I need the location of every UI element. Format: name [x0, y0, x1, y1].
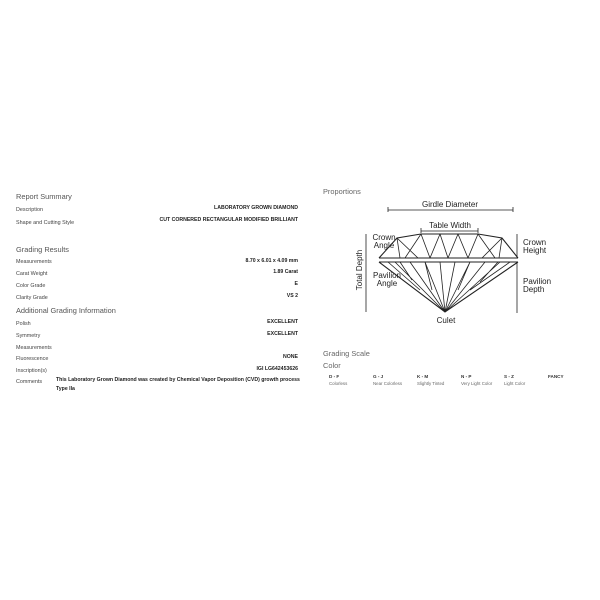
comments-label: Comments	[16, 379, 43, 385]
carat-weight-value: 1.89 Carat	[273, 269, 298, 275]
additional-grading-title: Additional Grading Information	[16, 306, 116, 315]
crown-facets	[397, 234, 502, 258]
pavilion-angle-label-line1: Pavilion	[372, 271, 402, 280]
measurements-value: 8.70 x 6.01 x 4.09 mm	[245, 258, 298, 264]
fluorescence-value: NONE	[283, 354, 298, 360]
pavilion-depth-label-line1: Pavilion	[523, 277, 552, 286]
grade-n-p	[461, 374, 493, 388]
clarity-grade-value: VS 2	[286, 293, 298, 299]
diamond-proportions-diagram	[350, 196, 560, 330]
girdle-diameter-label: Girdle Diameter	[421, 200, 479, 209]
color-scale-label: Color	[323, 361, 341, 370]
color-grade-label: Color Grade	[16, 283, 46, 289]
inscription-label: Inscription(s)	[16, 368, 47, 374]
crown-height-label-line2: Height	[523, 246, 547, 255]
grade-desc: Near Colorless	[373, 381, 403, 386]
crown-angle-label-line1: Crown	[372, 233, 396, 242]
fluorescence-label: Fluorescence	[16, 356, 49, 362]
grade-code: G - J	[373, 374, 384, 379]
clarity-grade-label: Clarity Grade	[16, 295, 48, 301]
pavilion-depth-label-line2: Depth	[523, 285, 545, 294]
grade-k-m	[417, 374, 457, 388]
grade-code: K - M	[417, 374, 429, 379]
comments-value: This Laboratory Grown Diamond was created by Chemical Vapor Deposition (CVD) growth process Type IIa	[56, 377, 300, 392]
proportions-title: Proportions	[323, 187, 361, 196]
polish-value: EXCELLENT	[267, 319, 298, 325]
grade-d-f	[329, 374, 364, 388]
symmetry-label: Symmetry	[16, 333, 41, 339]
grade-code: N - P	[461, 374, 472, 379]
carat-weight-label: Carat Weight	[16, 271, 48, 277]
color-grade-value: E	[294, 281, 298, 287]
total-depth-label: Total Depth	[355, 249, 364, 291]
grade-desc: Slightly Tinted	[417, 381, 445, 386]
report-summary-title: Report Summary	[16, 192, 72, 201]
symmetry-value: EXCELLENT	[267, 331, 298, 337]
grade-code: D - F	[329, 374, 340, 379]
grading-results-title: Grading Results	[16, 245, 69, 254]
shape-cutting-style-value: CUT CORNERED RECTANGULAR MODIFIED BRILLIANT	[159, 217, 298, 223]
description-value: LABORATORY GROWN DIAMOND	[214, 205, 298, 211]
crown-height-label-line1: Crown	[523, 238, 547, 247]
grade-g-j	[373, 374, 409, 388]
pavilion-angle-label-line2: Angle	[376, 279, 398, 288]
culet-label: Culet	[436, 316, 456, 325]
polish-label: Polish	[16, 321, 31, 327]
pavilion-facets	[388, 262, 510, 312]
shape-cutting-style-label: Shape and Cutting Style	[16, 220, 75, 226]
inscription-value: IGI LG642453626	[256, 366, 298, 372]
grade-desc: Very Light Color	[461, 381, 493, 386]
grade-code: S - Z	[504, 374, 514, 379]
crown-angle-label-line2: Angle	[373, 241, 395, 250]
grading-scale-title: Grading Scale	[323, 349, 370, 358]
grade-desc: Light Color	[504, 381, 526, 386]
additional-measurements-label: Measurements	[16, 345, 52, 351]
grade-s-z	[504, 374, 540, 388]
table-width-label: Table Width	[429, 221, 471, 230]
description-label: Description	[16, 207, 43, 213]
measurements-label: Measurements	[16, 259, 52, 265]
grade-code: FANCY	[548, 374, 564, 379]
grade-desc: Colorless	[329, 381, 348, 386]
grade-fancy	[548, 374, 578, 379]
